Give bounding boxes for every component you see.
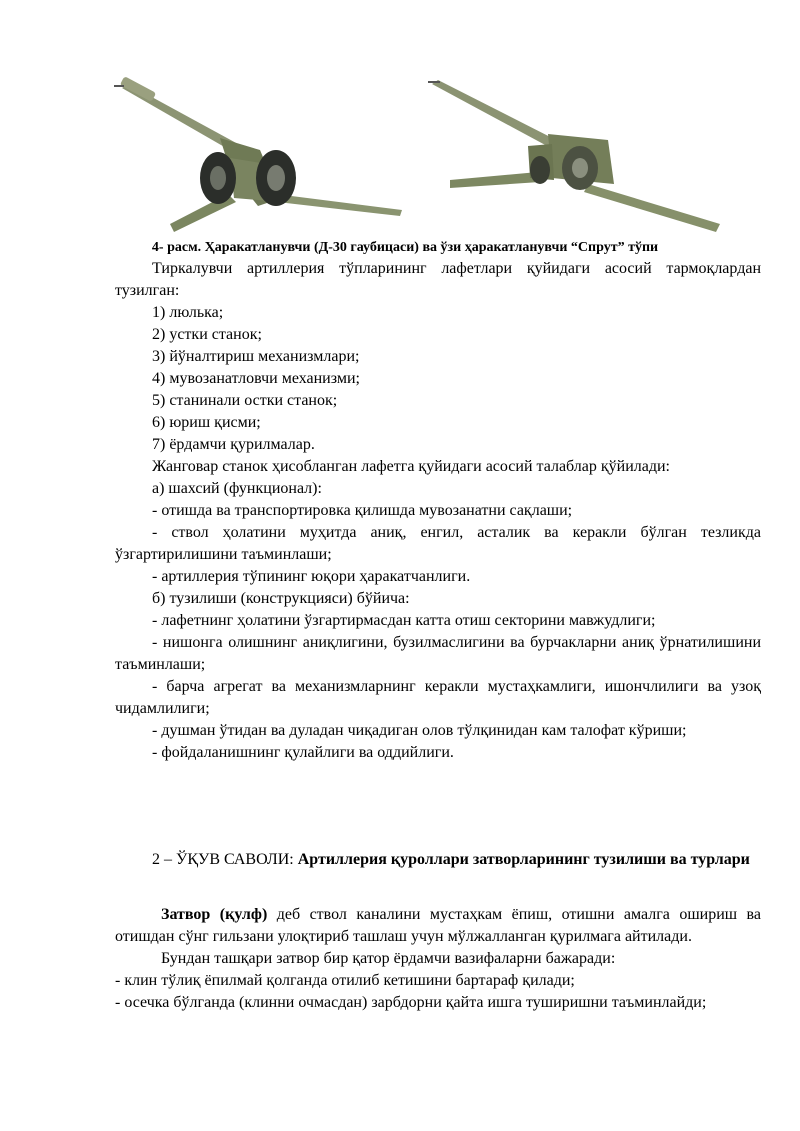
list-item: 6) юриш қисми;: [152, 414, 261, 431]
definition-text: деб ствол каналини мустаҳкам ёпиш, отишни амалга ошириш ва отишдан сўнг гильзани улоқтириб ташлаш учун мўлжалланган қурилмага айтилади.: [115, 906, 761, 945]
list-item: 5) станинали остки станок;: [152, 392, 338, 409]
figure-artillery: [110, 74, 730, 240]
list-item: 7) ёрдамчи қурилмалар.: [152, 436, 315, 453]
list-item: - ствол ҳолатини муҳитда аниқ, енгил, асталик ва керакли бўлган тезликда ўзгартирилишини таъминлаши;: [115, 524, 761, 563]
definition-term: Затвор (қулф): [161, 906, 268, 923]
section-title: Артиллерия қуроллари затворларининг тузилиши ва турлари: [297, 851, 750, 868]
definition-block: [115, 904, 761, 1014]
list-item: - осечка бўлганда (клинни очмасдан) зарбдорни қайта ишга туширишни таъминлайди;: [115, 994, 707, 1011]
list-item: - отишда ва транспортировка қилишда мувозанатни сақлаши;: [152, 502, 573, 519]
d30-howitzer-image: [110, 74, 410, 240]
paragraph-requirements: Жанговар станок ҳисобланган лафетга қуйидаги асосий талаблар қўйилади:: [152, 458, 670, 475]
list-item: - барча агрегат ва механизмларнинг керакли мустаҳкамлиги, ишончлилиги ва узоқ чидамлилиги;: [115, 678, 761, 717]
definition-paragraph: [115, 904, 761, 948]
section-2: [115, 849, 761, 871]
list-item: 4) мувозанатловчи механизми;: [152, 370, 360, 387]
section-heading: [115, 849, 761, 871]
figure-caption: 4- расм. Ҳаракатланувчи (Д-30 гаубицаси) ва ўзи ҳаракатланувчи “Спрут” тўпи: [151, 240, 659, 255]
group-b-title: б) тузилиши (конструкцияси) бўйича:: [152, 590, 410, 607]
list-item: 2) устки станок;: [152, 326, 262, 343]
list-item: - лафетнинг ҳолатини ўзгартирмасдан катта отиш секторини мавжудлиги;: [152, 612, 656, 629]
sprut-gun-image: [428, 74, 733, 240]
list-item: - фойдаланишнинг қулайлиги ва оддийлиги.: [152, 744, 454, 761]
list-item: 3) йўналтириш механизмлари;: [152, 348, 360, 365]
list-item: - артиллерия тўпининг юқори ҳаракатчанлиги.: [152, 568, 471, 585]
extra-intro: Бундан ташқари затвор бир қатор ёрдамчи вазифаларни бажаради:: [161, 950, 616, 967]
body-text: [115, 258, 761, 764]
group-a-title: а) шахсий (функционал):: [152, 480, 322, 497]
list-item: - душман ўтидан ва дуладан чиқадиган олов тўлқинидан кам талофат кўриши;: [152, 722, 687, 739]
list-item: - клин тўлиқ ёпилмай қолганда отилиб кетишини бартараф қилади;: [115, 972, 575, 989]
list-item: - нишонга олишнинг аниқлигини, бузилмаслигини ва бурчакларни аниқ ўрнатилишини таъминлаши;: [115, 634, 761, 673]
section-prefix: 2 – ЎҚУВ САВОЛИ:: [152, 851, 298, 868]
paragraph-intro: Тиркалувчи артиллерия тўпларининг лафетлари қуйидаги асосий тармоқлардан тузилган:: [115, 260, 761, 299]
list-item: 1) люлька;: [152, 304, 224, 321]
